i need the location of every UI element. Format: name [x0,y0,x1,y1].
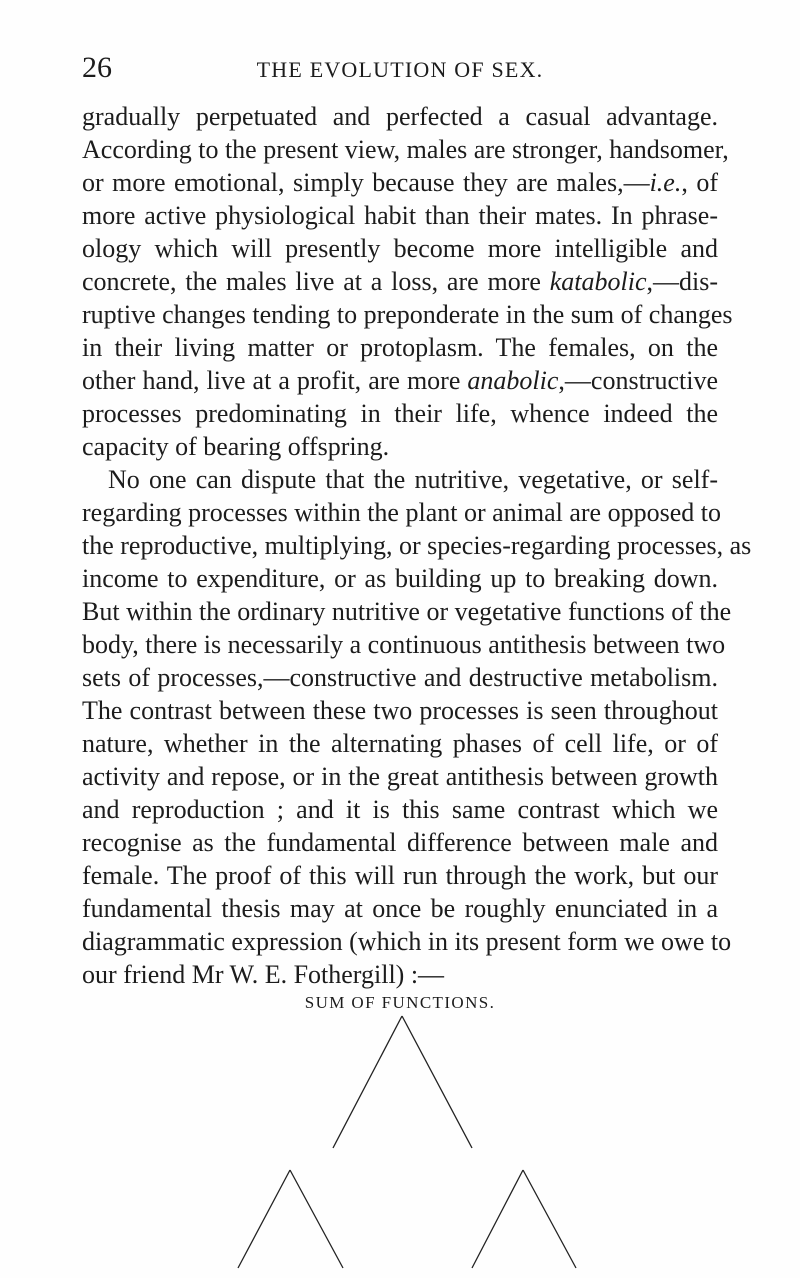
text-line: the reproductive, multiplying, or species-regarding processes, as [82,531,752,560]
text-line: activity and repose, or in the great antithesis between growth [82,762,718,791]
text-line: regarding processes within the plant or animal are opposed to [82,498,721,527]
text-line: gradually perpetuated and perfected a casual advantage. [82,102,718,131]
page-number: 26 [82,51,112,84]
text-line: But within the ordinary nutritive or vegetative functions of the [82,597,732,626]
italic-anabolic: anabolic [467,366,559,395]
text-line: female. The proof of this will run through the work, but our [82,861,718,890]
text-line: and reproduction ; and it is this same contrast which we [82,795,718,824]
text-line: fundamental thesis may at once be roughly enunciated in a [82,894,718,923]
text-line: concrete, the males live at a loss, are more katabolic,—dis- [82,267,718,296]
text-line: According to the present view, males are stronger, handsomer, [82,135,729,164]
text-line: ology which will presently become more intelligible and [82,234,718,263]
diagram-title: SUM OF FUNCTIONS. [304,993,496,1012]
text-line: diagrammatic expression (which in its present form we owe to [82,927,732,956]
running-head: THE EVOLUTION OF SEX. [256,57,544,82]
text-line: capacity of bearing offspring. [82,432,390,461]
text-line: nature, whether in the alternating phases of cell life, or of [82,729,718,758]
text-line: recognise as the fundamental difference between male and [82,828,718,857]
text-line: No one can dispute that the nutritive, vegetative, or self- [108,465,718,494]
text-line: in their living matter or protoplasm. The females, on the [82,333,718,362]
text-line: processes predominating in their life, whence indeed the [82,399,718,428]
text-line: other hand, live at a profit, are more anabolic,—constructive [82,366,718,395]
italic-katabolic: katabolic [549,267,647,296]
text-line: ruptive changes tending to preponderate in the sum of changes [82,300,733,329]
text-line: our friend Mr W. E. Fothergill) :— [82,960,445,989]
text-line: income to expenditure, or as building up to breaking down. [82,564,718,593]
text-line: or more emotional, simply because they are males,—i.e., of [82,168,718,197]
italic-ie: i.e. [649,168,682,197]
text-line: more active physiological habit than their mates. In phrase- [82,201,718,230]
text-line: body, there is necessarily a continuous antithesis between two [82,630,726,659]
text-line: The contrast between these two processes is seen throughout [82,696,718,725]
text-line: sets of processes,—constructive and destructive metabolism. [82,663,718,692]
